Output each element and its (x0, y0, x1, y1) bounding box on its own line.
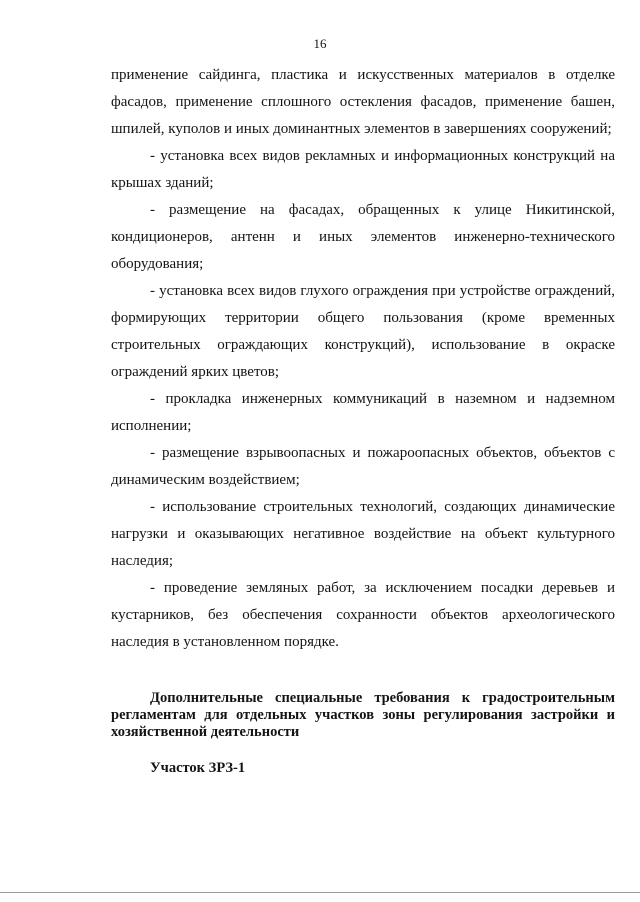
list-item-earthworks: - проведение земляных работ, за исключением посадки деревьев и кустарников, без обеспечения сохранности объектов археологического наследия в установленном порядке. (111, 580, 615, 650)
list-item-construction-technology: - использование строительных технологий, создающих динамические нагрузки и оказывающих негативное воздействие на объект культурного наследия; (111, 499, 615, 569)
section-heading: Дополнительные специальные требования к градостроительным регламентам для отдельных участков зоны регулирования застройки и хозяйственной деятельности (111, 690, 615, 740)
paragraph-intro: применение сайдинга, пластика и искусственных материалов в отделке фасадов, применение сплошного остекления фасадов, применение башен, шпилей, куполов и иных доминантных элементов в завершениях сооружений; (111, 67, 615, 137)
list-item-utilities: - прокладка инженерных коммуникаций в наземном и надземном исполнении; (111, 391, 615, 434)
page-number: 16 (313, 36, 327, 51)
section-subheading: Участок ЗРЗ-1 (150, 760, 246, 776)
list-item-hazardous-objects: - размещение взрывоопасных и пожароопасных объектов, объектов с динамическим воздействием; (111, 445, 615, 488)
list-item-advertising: - установка всех видов рекламных и информационных конструкций на крышах зданий; (111, 148, 615, 191)
list-item-facade-equipment: - размещение на фасадах, обращенных к улице Никитинской, кондиционеров, антенн и иных элементов инженерно-технического оборудования; (111, 202, 615, 272)
list-item-fencing: - установка всех видов глухого ограждения при устройстве ограждений, формирующих территории общего пользования (кроме временных строительных ограждающих конструкций), использование в окраске ограждений ярких цветов; (111, 283, 615, 380)
page-bottom-edge (0, 892, 640, 893)
body-text (111, 62, 615, 656)
